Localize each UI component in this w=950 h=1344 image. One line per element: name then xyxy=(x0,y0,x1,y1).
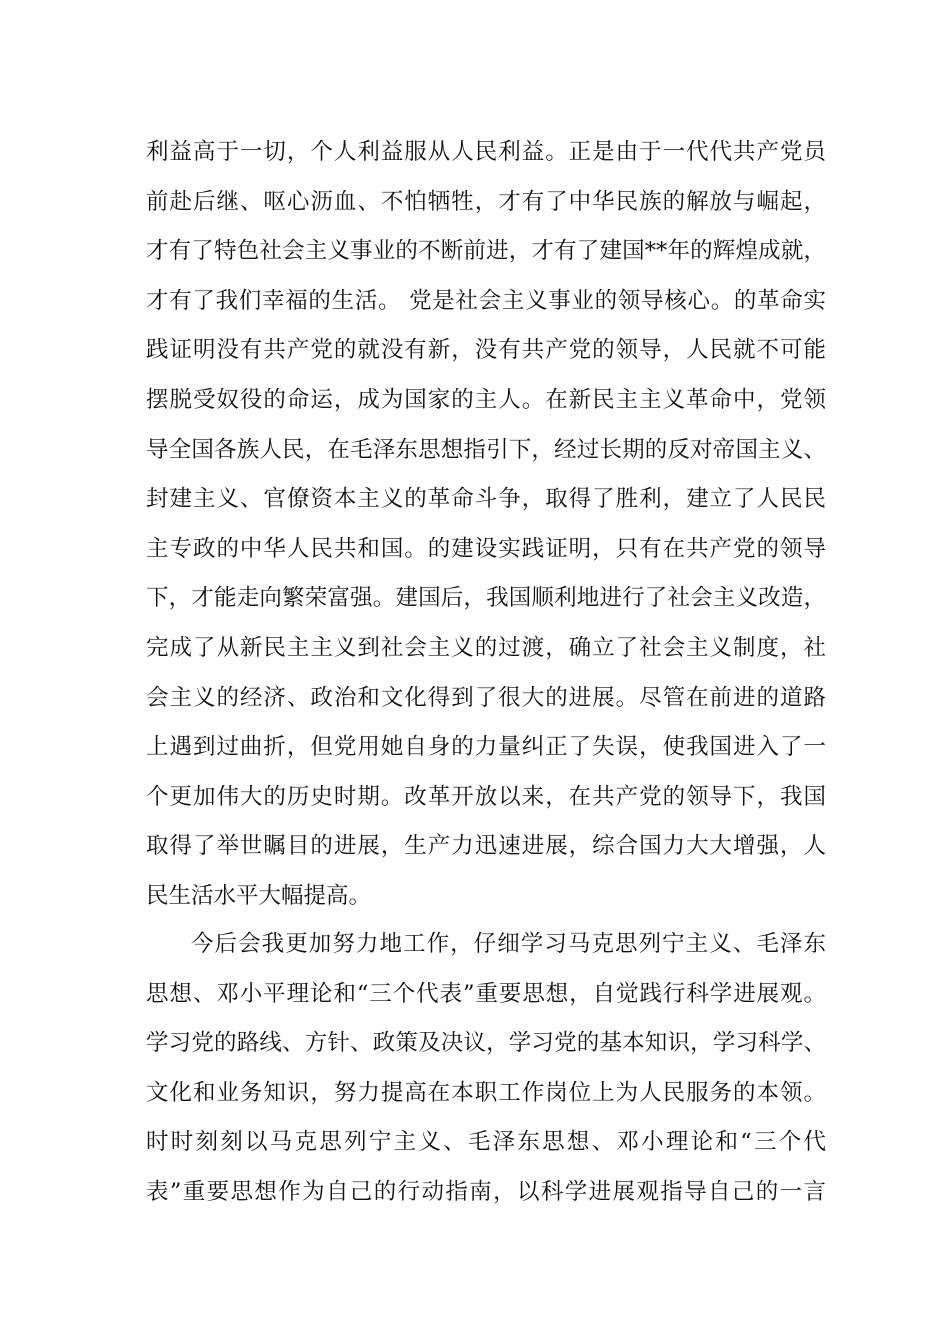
text-line: 今后会我更加努力地工作，仔细学习马克思列宁主义、毛泽东 xyxy=(191,931,826,957)
text-line: 利益高于一切，个人利益服从人民利益。正是由于一代代共产党员 xyxy=(146,139,826,165)
paragraph-party-history xyxy=(146,128,826,922)
text-line: 才有了特色社会主义事业的不断前进，才有了建国**年的辉煌成就， xyxy=(146,238,826,265)
text-line: 取得了举世瞩目的进展，生产力迅速进展，综合国力大大增强，人 xyxy=(146,833,826,860)
text-line: 封建主义、官僚资本主义的革命斗争，取得了胜利，建立了人民民 xyxy=(146,486,826,513)
text-line: 个更加伟大的历史时期。改革开放以来，在共产党的领导下，我国 xyxy=(146,783,826,810)
text-line: 下，才能走向繁荣富强。建国后，我国顺利地进行了社会主义改造， xyxy=(146,585,826,612)
text-line: 表”重要思想作为自己的行动指南，以科学进展观指导自己的一言 xyxy=(146,1178,826,1205)
text-line: 上遇到过曲折，但党用她自身的力量纠正了失误，使我国进入了一 xyxy=(146,734,826,761)
text-line: 会主义的经济、政治和文化得到了很大的进展。尽管在前进的道路 xyxy=(146,684,826,711)
text-line: 导全国各族人民，在毛泽东思想指引下，经过长期的反对帝国主义、 xyxy=(146,436,826,463)
paragraph-future-work xyxy=(146,920,826,1218)
text-line: 时时刻刻以马克思列宁主义、毛泽东思想、邓小理论和“三个代 xyxy=(146,1129,826,1156)
text-line: 主专政的中华人民共和国。的建设实践证明，只有在共产党的领导 xyxy=(146,535,826,562)
text-line: 践证明没有共产党的就没有新，没有共产党的领导，人民就不可能 xyxy=(146,337,826,364)
text-line: 民生活水平大幅提高。 xyxy=(146,882,372,909)
text-line: 思想、邓小平理论和“三个代表”重要思想，自觉践行科学进展观。 xyxy=(146,980,826,1007)
text-line: 学习党的路线、方针、政策及决议，学习党的基本知识，学习科学、 xyxy=(146,1030,826,1057)
text-line: 摆脱受奴役的命运，成为国家的主人。在新民主主义革命中，党领 xyxy=(146,386,826,413)
text-line: 前赴后继、呕心沥血、不怕牺牲，才有了中华民族的解放与崛起， xyxy=(146,188,826,215)
text-line: 才有了我们幸福的生活。 党是社会主义事业的领导核心。的革命实 xyxy=(146,287,826,314)
text-line: 完成了从新民主主义到社会主义的过渡，确立了社会主义制度，社 xyxy=(146,634,826,661)
text-line: 文化和业务知识，努力提高在本职工作岗位上为人民服务的本领。 xyxy=(146,1079,826,1106)
